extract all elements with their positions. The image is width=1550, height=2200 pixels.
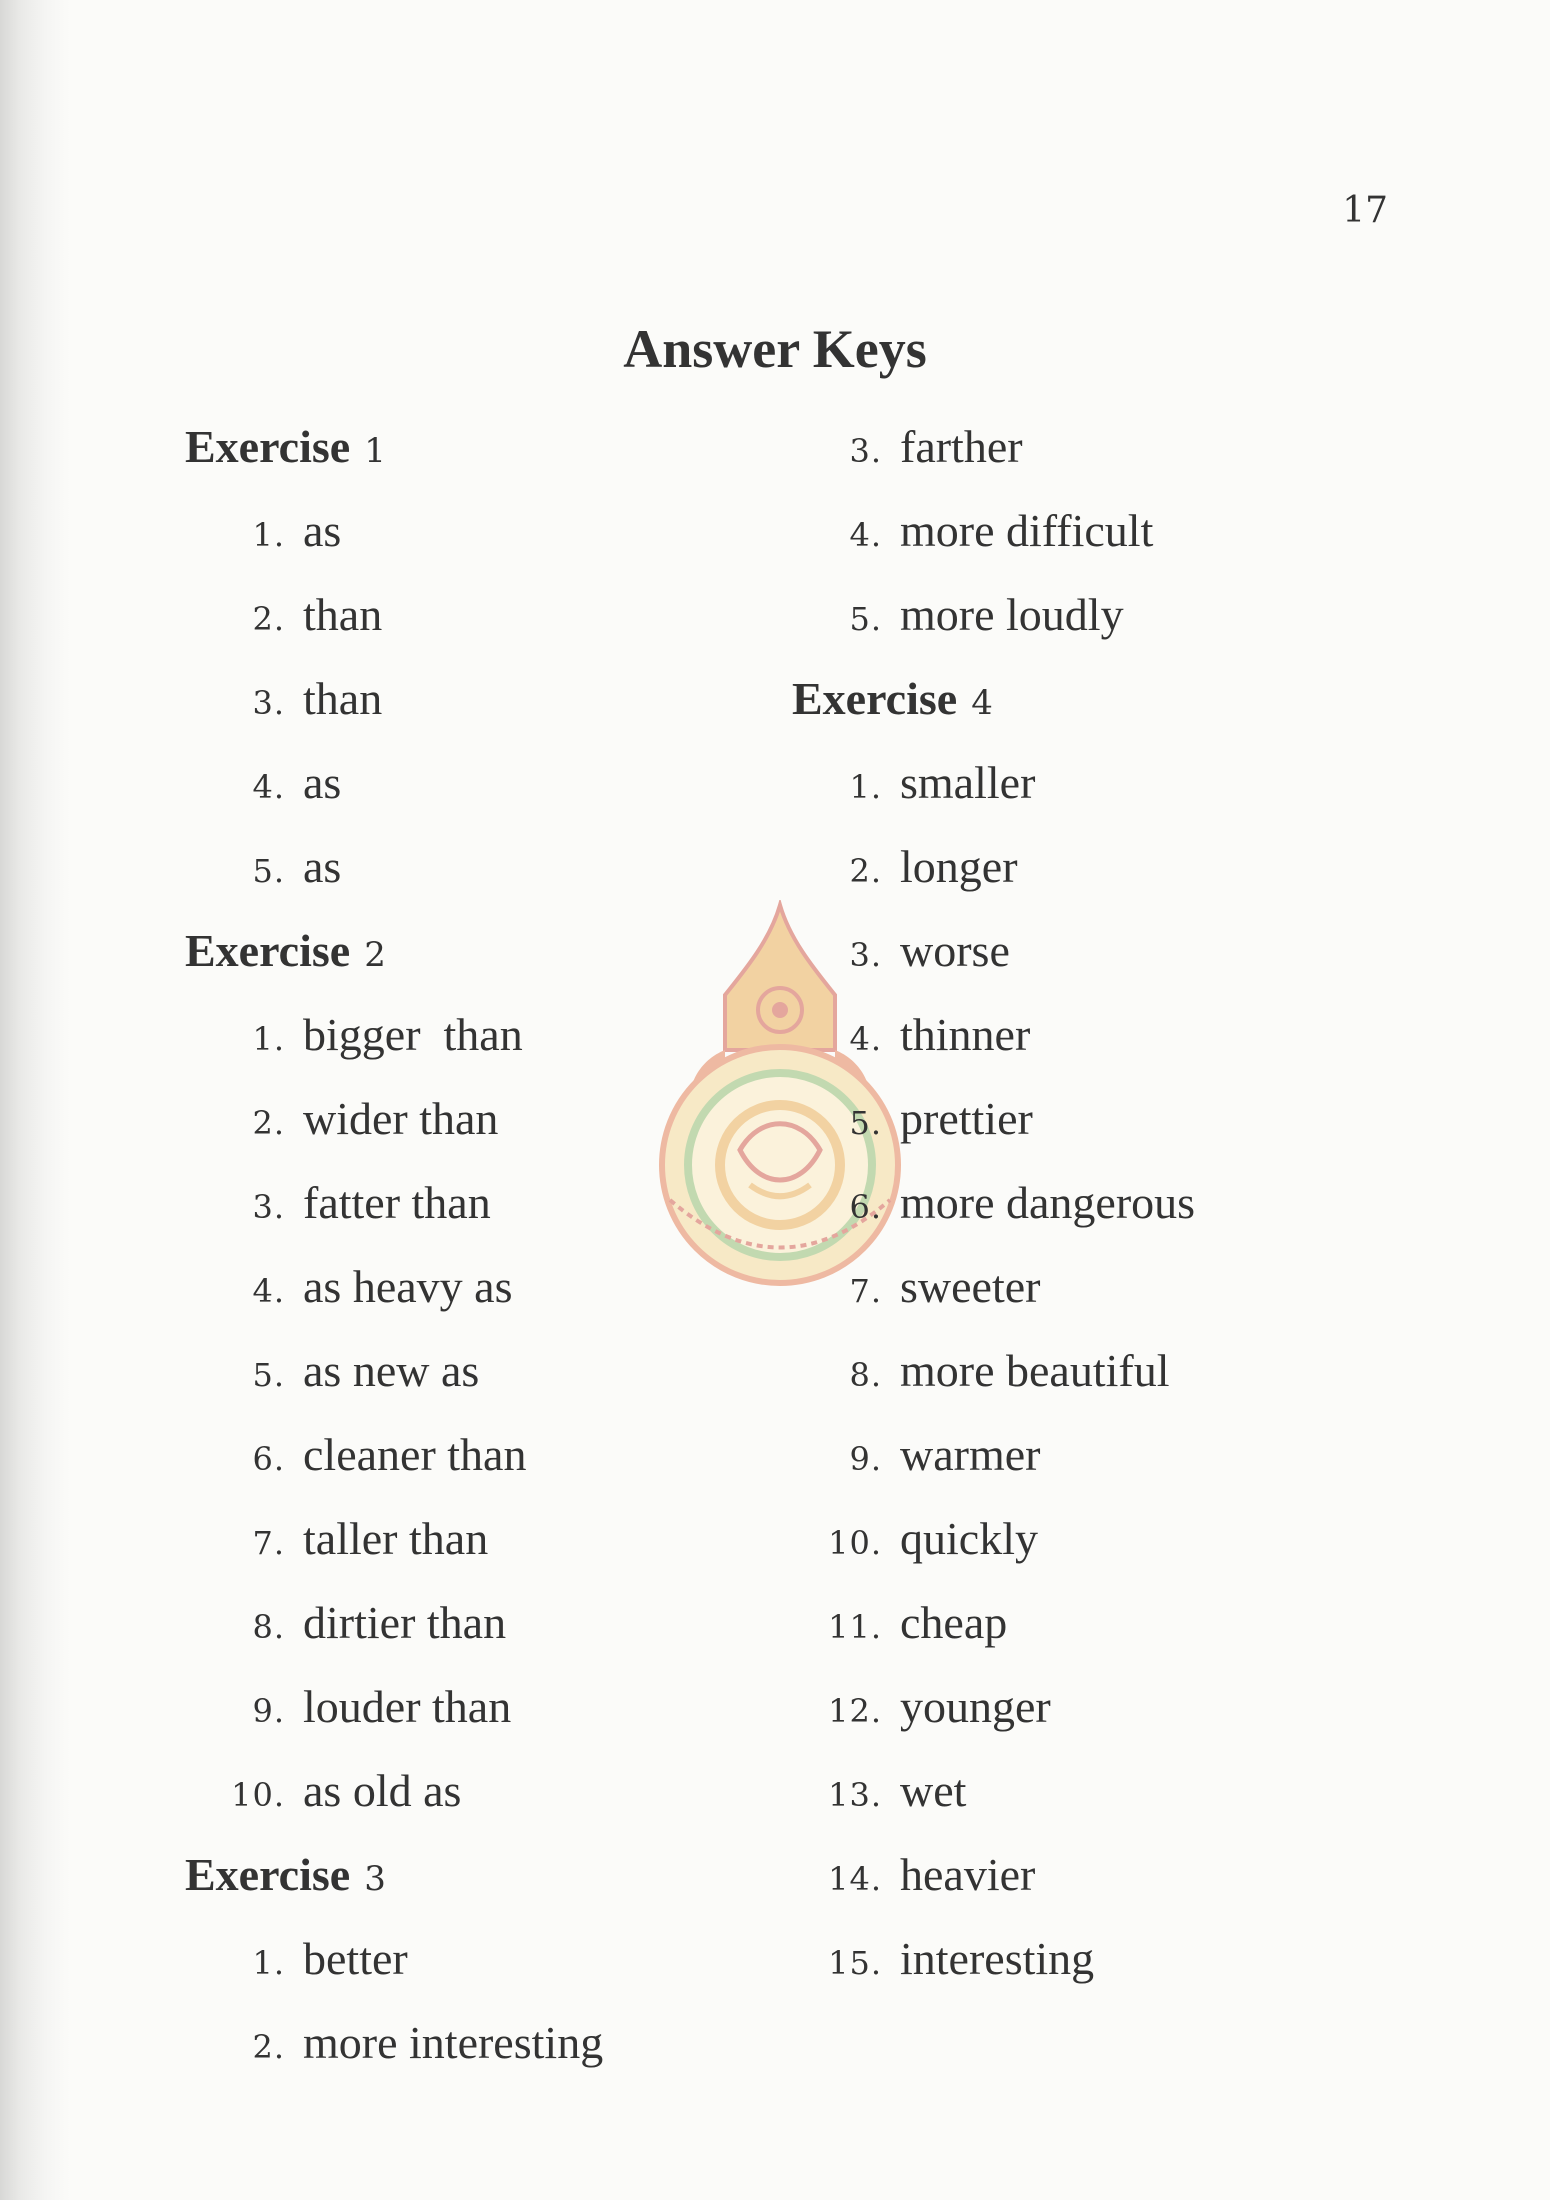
answer-number: 6. <box>252 1440 285 1478</box>
left-answer-column <box>185 405 745 2085</box>
answer-number: 6. <box>849 1188 882 1226</box>
answer-item <box>185 1917 745 2001</box>
answer-text: warmer <box>900 1429 1041 1480</box>
answer-text: thinner <box>900 1009 1031 1060</box>
answer-text: as <box>303 505 342 556</box>
answer-text: as heavy as <box>303 1261 513 1312</box>
answer-item <box>185 1413 745 1497</box>
answer-text: worse <box>900 925 1010 976</box>
exercise-heading <box>792 657 1352 741</box>
page-number: 17 <box>1342 190 1388 231</box>
answer-text: younger <box>900 1681 1051 1732</box>
answer-text: heavier <box>900 1849 1036 1900</box>
exercise-heading-label: Exercise <box>185 1849 351 1900</box>
answer-item <box>792 1329 1352 1413</box>
answer-number: 12. <box>828 1692 882 1730</box>
answer-item <box>185 741 745 825</box>
answer-number: 11. <box>828 1608 882 1646</box>
answer-item <box>792 1833 1352 1917</box>
answer-text: as new as <box>303 1345 480 1396</box>
answer-number: 14. <box>828 1860 882 1898</box>
answer-text: better <box>303 1933 408 1984</box>
exercise-heading <box>185 909 745 993</box>
exercise-heading-label: Exercise <box>185 421 351 472</box>
answer-number: 2. <box>252 600 285 638</box>
answer-text: as <box>303 841 342 892</box>
answer-item <box>792 1917 1352 2001</box>
answer-number: 3. <box>849 936 882 974</box>
answer-number: 3. <box>849 432 882 470</box>
answer-text: louder than <box>303 1681 512 1732</box>
answer-item <box>185 1665 745 1749</box>
exercise-heading-number: 2 <box>364 935 386 975</box>
answer-item <box>185 825 745 909</box>
answer-text: smaller <box>900 757 1036 808</box>
answer-item <box>185 1497 745 1581</box>
answer-text: wider than <box>303 1093 499 1144</box>
answer-item <box>792 1161 1352 1245</box>
answer-text: more dangerous <box>900 1177 1196 1228</box>
answer-number: 13. <box>828 1776 882 1814</box>
answer-text: fatter than <box>303 1177 491 1228</box>
answer-number: 7. <box>252 1524 285 1562</box>
answer-number: 4. <box>252 1272 285 1310</box>
answer-item <box>792 1497 1352 1581</box>
exercise-heading <box>185 405 745 489</box>
answer-text: as <box>303 757 342 808</box>
answer-text: longer <box>900 841 1018 892</box>
answer-item <box>792 909 1352 993</box>
answer-text: more interesting <box>303 2017 604 2068</box>
answer-item <box>185 573 745 657</box>
exercise-heading-number: 3 <box>364 1859 386 1899</box>
right-answer-column <box>792 405 1352 2001</box>
answer-number: 2. <box>252 2028 285 2066</box>
exercise-heading-number: 4 <box>971 683 993 723</box>
answer-item <box>185 657 745 741</box>
answer-text: dirtier than <box>303 1597 507 1648</box>
exercise-heading-number: 1 <box>364 431 386 471</box>
answer-number: 10. <box>231 1776 285 1814</box>
answer-text: taller than <box>303 1513 489 1564</box>
answer-item <box>185 1161 745 1245</box>
answer-number: 4. <box>849 516 882 554</box>
answer-number: 15. <box>828 1944 882 1982</box>
answer-item <box>792 1749 1352 1833</box>
answer-number: 4. <box>252 768 285 806</box>
answer-number: 5. <box>849 600 882 638</box>
exercise-heading-label: Exercise <box>792 673 958 724</box>
answer-number: 1. <box>252 1020 285 1058</box>
answer-text: more beautiful <box>900 1345 1170 1396</box>
answer-text: bigger than <box>303 1009 523 1060</box>
answer-number: 9. <box>849 1440 882 1478</box>
exercise-heading <box>185 1833 745 1917</box>
answer-text: than <box>303 673 383 724</box>
answer-item <box>185 2001 745 2085</box>
answer-item <box>792 993 1352 1077</box>
answer-item <box>185 1329 745 1413</box>
answer-item <box>792 489 1352 573</box>
answer-text: cheap <box>900 1597 1008 1648</box>
answer-item <box>185 993 745 1077</box>
answer-item <box>185 1245 745 1329</box>
answer-item <box>792 405 1352 489</box>
answer-text: farther <box>900 421 1023 472</box>
exercise-heading-label: Exercise <box>185 925 351 976</box>
answer-text: more loudly <box>900 589 1124 640</box>
answer-number: 3. <box>252 684 285 722</box>
answer-text: interesting <box>900 1933 1095 1984</box>
answer-number: 1. <box>849 768 882 806</box>
answer-number: 7. <box>849 1272 882 1310</box>
answer-text: prettier <box>900 1093 1033 1144</box>
answer-number: 2. <box>252 1104 285 1142</box>
answer-item <box>792 1413 1352 1497</box>
answer-number: 5. <box>252 852 285 890</box>
page-title: Answer Keys <box>623 319 927 379</box>
answer-number: 5. <box>849 1104 882 1142</box>
answer-text: sweeter <box>900 1261 1041 1312</box>
answer-text: quickly <box>900 1513 1038 1564</box>
answer-item <box>185 1077 745 1161</box>
answer-item <box>792 741 1352 825</box>
answer-item <box>185 1749 745 1833</box>
answer-item <box>185 1581 745 1665</box>
answer-item <box>792 1665 1352 1749</box>
answer-text: cleaner than <box>303 1429 527 1480</box>
answer-item <box>792 1581 1352 1665</box>
answer-number: 2. <box>849 852 882 890</box>
answer-text: than <box>303 589 383 640</box>
answer-text: wet <box>900 1765 967 1816</box>
answer-number: 8. <box>252 1608 285 1646</box>
answer-number: 5. <box>252 1356 285 1394</box>
answer-text: as old as <box>303 1765 462 1816</box>
answer-number: 1. <box>252 516 285 554</box>
answer-item <box>792 573 1352 657</box>
answer-item <box>185 489 745 573</box>
answer-number: 8. <box>849 1356 882 1394</box>
answer-number: 9. <box>252 1692 285 1730</box>
answer-item <box>792 825 1352 909</box>
answer-number: 4. <box>849 1020 882 1058</box>
answer-number: 10. <box>828 1524 882 1562</box>
answer-number: 1. <box>252 1944 285 1982</box>
answer-item <box>792 1245 1352 1329</box>
answer-item <box>792 1077 1352 1161</box>
answer-text: more difficult <box>900 505 1154 556</box>
answer-number: 3. <box>252 1188 285 1226</box>
